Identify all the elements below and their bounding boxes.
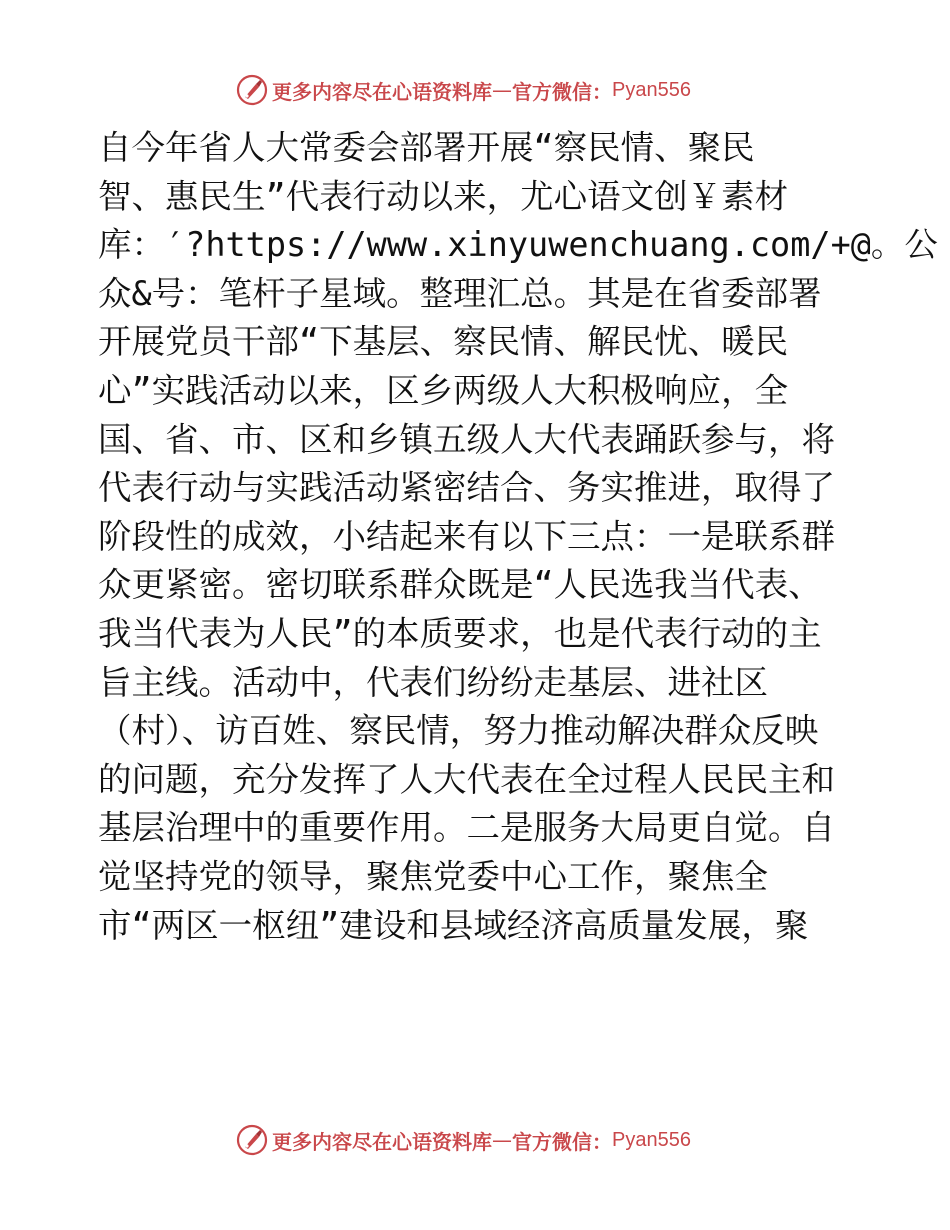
banner-dash: — xyxy=(492,1128,512,1152)
banner-wechat-handle: Pyan556 xyxy=(612,1128,691,1151)
header-watermark-banner xyxy=(236,72,691,108)
body-line: 的问题，充分发挥了人大代表在全过程人民民主和 xyxy=(98,759,835,799)
banner-wechat-label: 官方微信： xyxy=(512,79,612,104)
body-line: 市“两区一枢纽”建设和县域经济高质量发展，聚 xyxy=(98,905,809,945)
body-line: 智、惠民生”代表行动以来，尤心语文创￥素材 xyxy=(98,176,789,216)
body-line: 代表行动与实践活动紧密结合、务实推进，取得了 xyxy=(98,468,835,508)
body-line: 我当代表为人民”的本质要求，也是代表行动的主 xyxy=(98,613,822,653)
banner-dash: — xyxy=(492,78,512,102)
body-line: 众更紧密。密切联系群众既是“人民选我当代表、 xyxy=(98,565,822,605)
body-line: （村）、访百姓、察民情，努力推动解决群众反映 xyxy=(98,711,819,751)
body-line: 国、省、市、区和乡镇五级人大代表踊跃参与，将 xyxy=(98,419,835,459)
body-line: 自今年省人大常委会部署开展“察民情、聚民 xyxy=(98,128,755,167)
body-line: 觉坚持党的领导，聚焦党委中心工作，聚焦全 xyxy=(98,856,768,896)
pen-quill-logo-icon xyxy=(236,74,268,106)
body-line: 阶段性的成效，小结起来有以下三点：一是联系群 xyxy=(98,516,835,556)
body-line: 心”实践活动以来，区乡两级人大积极响应，全 xyxy=(98,370,789,410)
body-line: 开展党员干部“下基层、察民情、解民忧、暖民 xyxy=(98,322,789,362)
body-line: 库：′?https://www.xinyuwenchuang.com/+@。公 xyxy=(98,225,938,265)
pen-quill-logo-icon xyxy=(236,1124,268,1156)
banner-wechat-label: 官方微信： xyxy=(512,1129,612,1154)
footer-watermark-banner xyxy=(236,1122,691,1158)
body-line: 基层治理中的重要作用。二是服务大局更自觉。自 xyxy=(98,808,835,848)
banner-site-text: 更多内容尽在心语资料库 xyxy=(272,79,492,104)
banner-wechat-handle: Pyan556 xyxy=(612,78,691,101)
body-paragraph xyxy=(98,124,938,950)
body-line: 众&号：笔杆子星域。整理汇总。其是在省委部署 xyxy=(98,273,822,313)
banner-site-text: 更多内容尽在心语资料库 xyxy=(272,1129,492,1154)
body-line: 旨主线。活动中，代表们纷纷走基层、进社区 xyxy=(98,662,768,702)
